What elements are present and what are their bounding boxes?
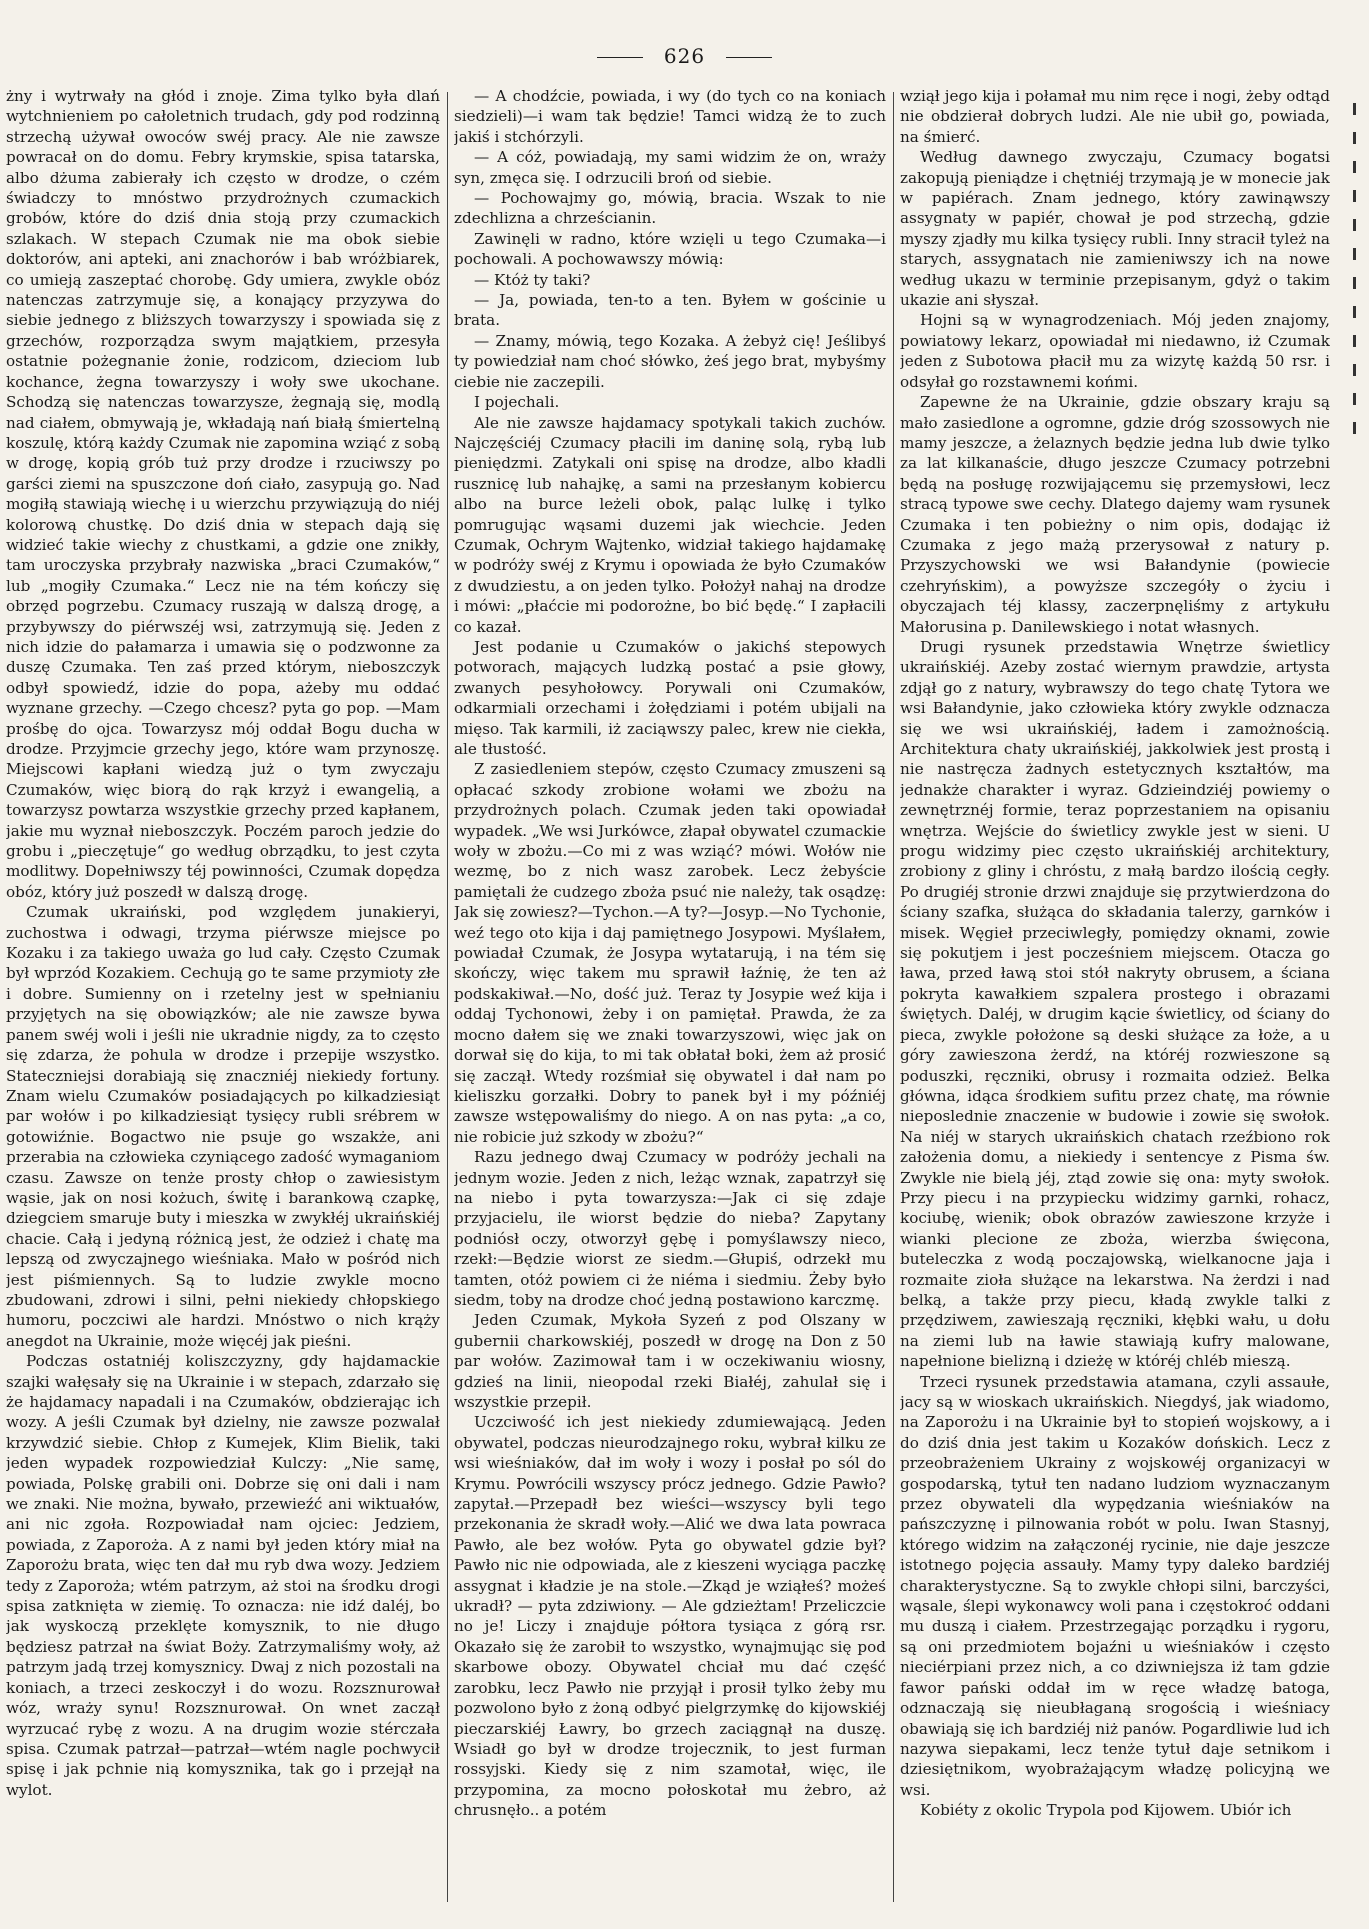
paragraph: Zawinęli w radno, które wzięli u tego Czumaka—i pochowali. A pochowawszy mówią: <box>454 229 886 269</box>
paragraph: — A cóż, powiadają, my sami widzim że on, wraży syn, zmęca się. I odrzucili broń od siebie. <box>454 148 886 187</box>
column-3 <box>900 86 1330 1906</box>
paragraph: Z zasiedleniem stepów, często Czumacy zmuszeni są opłacać szkody zrobione wołami we zbożu na przydrożnych polach. Czumak jeden taki opowiadał wypadek. „We wsi Jurkówce, złapał obywatel czumackie woły w zbożu.—Co mi z was wziąć? mówi. Wołów nie wezmę, bo z nich wasz zarobek. Lecz żebyście pamiętali że cudzego zboża psuć nie należy, tak osądzę: Jak się zowiesz?—Tychon.—A ty?—Josyp.—No Tychonie, weź tego oto kija i daj pamiętnego Josypowi. Myślałem, powiadał Czumak, że Josypa wytatarują, i na tém się skończy, więc takem mu sprawił łaźnię, że ten aż podskakiwał.—No, dość już. Teraz ty Josypie weź kija i oddaj Tychonowi, żeby i on pamiętał. Prawda, że za mocno dałem się we znaki towarzyszowi, więc jak on dorwał się do kija, to mi tak obłatał boki, żem aż prosić się zaczął. Wtedy rozśmiał się obywatel i dał nam po kieliszku gorzałki. Dobry to panek był i my późniéj zawsze wstępowaliśmy do niego. A on nas pyta: „a co, nie robicie już szkody w zbożu?“ <box>454 760 886 1146</box>
paragraph: — Któż ty taki? <box>474 270 591 289</box>
paragraph: — A chodźcie, powiada, i wy (do tych co na koniach siedzieli)—i wam tak będzie! Tamci widzą że to zuch jakiś i stchórzyli. <box>454 87 886 146</box>
paragraph: Według dawnego zwyczaju, Czumacy bogatsi zakopują pieniądze i chętniéj trzymają je w monecie jak w papiérach. Znam jednego, który zawinąwszy assygnaty w papiér, chował je pod strzechą, gdzie myszy zjadły mu kilka tysięcy rubli. Inny stracił tyleż na starych, assygnatach nie zamieniwszy ich na nowe według ukazu w terminie przepisanym, gdyż o takim ukazie ani słyszał. <box>900 148 1330 310</box>
page-edge-marks <box>1347 86 1367 1906</box>
paragraph: Jest podanie u Czumaków o jakichś stepowych potworach, mających ludzką postać a psie głowy, zwanych pesyhołowcy. Porywali oni Czumaków, odkarmiali orzechami i żołędziami i potém ubijali na mięso. Tak karmili, iż zaciąwszy palec, krew nie ciekła, ale tłustość. <box>454 637 886 758</box>
paragraph: wziął jego kija i połamał mu nim ręce i nogi, żeby odtąd nie obdzierał dobrych ludzi. Ale nie ubił go, powiada, na śmierć. <box>900 87 1330 146</box>
column-rule <box>893 92 894 1902</box>
paragraph: żny i wytrwały na głód i znoje. Zima tylko była dlań wytchnieniem po całoletnich trudach, gdy pod rodzinną strzechą używał owoców swéj pracy. Ale nie zawsze powracał on do domu. Febry krymskie, spisa tatarska, albo dżuma zabierały ich często w drodze, o czém świadczy to mnóstwo przydrożnych czumackich grobów, które do dziś dnia stoją przy czumackich szlakach. W stepach Czumak nie ma obok siebie doktorów, ani apteki, ani znachorów i bab wróżbiarek, co umieją zaszeptać chorobę. Gdy umiera, zwykle obóz natenczas zatrzymuje się, a konający przyzywa do siebie jednego z bliższych towarzyszy i spowiada się z grzechów, rozporządza swym majątkiem, przesyła ostatnie pożegnanie żonie, rodzicom, dzieciom lub kochance, żegna towarzyszy i woły swe ukochane. Schodzą się natenczas towarzysze, żegnają się, modlą nad ciałem, obmywają je, wkładają nań białą śmiertelną koszulę, którą każdy Czumak nie zapomina wziąć z sobą w drogę, kopią grób tuż przy drodze i rzuciwszy po garści ziemi na spuszczone doń ciało, zasypują go. Nad mogiłą stawiają wiechę i u wierzchu przywiązują do niéj kolorową chustkę. Do dziś dnia w stepach dają się widzieć takie wiechy z chustkami, a gdzie one znikły, tam uroczyska przybrały nazwiska „braci Czumaków,“ lub „mogiły Czumaka.“ Lecz nie na tém kończy się obrzęd pogrzebu. Czumacy ruszają w dalszą drogę, a przybywszy do piérwszéj wsi, zatrzymują się. Jeden z nich idzie do pałamarza i umawia się o podzwonne za duszę Czumaka. Ten zaś przed którym, nieboszczyk odbył spowiedź, idzie do popa, ażeby mu oddać wyznane grzechy. —Czego chcesz? pyta go pop. —Mam prośbę do ojca. Towarzysz mój oddał Bogu ducha w drodze. Przyjmcie grzechy jego, które wam przynoszę. Miejscowi kapłani wiedzą już o tym zwyczaju Czumaków, więc biorą do rąk krzyż i ewangelią, a towarzysz powtarza wszystkie grzechy przed kapłanem, jakie mu wyznał nieboszczyk. Poczém paroch jedzie do grobu i „pieczętuje“ go według obrządku, to jest czyta modlitwy. Dopełniwszy téj powinności, Czumak dopędza obóz, który już poszedł w dalszą drogę. <box>6 87 440 901</box>
paragraph: Ale nie zawsze hajdamacy spotykali takich zuchów. Najczęściéj Czumacy płacili im daninę solą, rybą lub pieniędzmi. Zatykali oni spisę na drodze, albo kładli rusznicę lub nahajkę, a sami na przesłanym kobiercu albo na burce leżeli obok, paląc lulkę i tylko pomrugując wąsami duzemi jak wiechcie. Jeden Czumak, Ochrym Wajtenko, widział takiego hajdamakę w podróży swéj z Krymu i opowiada że było Czumaków z dwudziestu, a on jeden tylko. Położył nahaj na drodze i mówi: „płaćcie mi podorożne, bo bić będę.“ I zapłacili co kazał. <box>454 413 886 636</box>
column-rule <box>447 92 448 1902</box>
paragraph: Uczciwość ich jest niekiedy zdumiewającą. Jeden obywatel, podczas nieurodzajnego roku, wybrał kilku ze wsi wieśniaków, dał im woły i wozy i posłał po sól do Krymu. Powrócili wszyscy prócz jednego. Gdzie Pawło? zapytał.—Przepadł bez wieści—wszyscy byli tego przekonania że skradł woły.—Alić we dwa lata powraca Pawło, ale bez wołów. Pyta go obywatel gdzie był? Pawło nic nie odpowiada, ale z kieszeni wyciąga paczkę assygnat i kładzie je na stole.—Zkąd je wziąłeś? możeś ukradł? — pyta zdziwiony. — Ale gdzieżtam! Przeliczcie no je! Liczy i znajduje półtora tysiąca z górą rsr. Okazało się że zarobił to wszystko, wynajmując się pod skarbowe obozy. Obywatel chciał mu dać część zarobku, lecz Pawło nie przyjął i prosił tylko żeby mu pozwolono było z żoną odbyć pielgrzymkę do kijowskiéj pieczarskiéj Ławry, bo grzech zaciągnął na duszę. Wsiadł go był w drodze trojecznik, to jest furman rossyjski. Kiedy się z nim szamotał, więc, ile przypomina, za mocno połoskotał mu żebro, aż chrusnęło.. a potém <box>454 1413 886 1820</box>
column-1 <box>6 86 440 1906</box>
paragraph: Podczas ostatniéj koliszczyzny, gdy hajdamackie szajki wałęsały się na Ukrainie i w stepach, zdarzało się że hajdamacy napadali i na Czumaków, obdzierając ich wozy. A jeśli Czumak był dzielny, nie zawsze pozwalał krzywdzić siebie. Chłop z Kumejek, Klim Bielik, taki jeden wypadek rozpowiedział Kulczy: „Nie samę, powiada, Polskę grabili oni. Dobrze się oni dali i nam we znaki. Nie można, bywało, przewieźć ani wiktuałów, ani nic zgoła. Rozpowiadał nam ojciec: Jedziem, powiada, z Zaporoża. A z nami był jeden który miał na Zaporożu brata, więc ten dał mu ryb dwa wozy. Jedziem tedy z Zaporoża; wtém patrzym, aż stoi na środku drogi spisa zatknięta w ziemię. To oznacza: nie idź daléj, bo jak wyskoczą przeklęte komysznik, to nie długo będziesz patrzał na świat Boży. Zatrzymaliśmy woły, aż patrzym jadą trzej komysznicy. Dwaj z nich pozostali na koniach, a trzeci zeskoczył i do wozu. Rozsznurował wóz, wraży synu! Rozsznurował. On wnet zaczął wyrzucać rybę z wozu. A na drugim wozie stérczała spisa. Czumak patrzał—patrzał—wtém nagle pochwycił spisę i jak pchnie nią komysznika, tak go i przejął na wylot. <box>6 1352 440 1799</box>
paragraph: Zapewne że na Ukrainie, gdzie obszary kraju są mało zasiedlone a ogromne, gdzie dróg szossowych nie mamy jeszcze, a żelaznych będzie jedna lub dwie tylko za lat kilkanaście, długo jeszcze Czumacy potrzebni będą na posługę rozwijającemu się przemysłowi, lecz stracą typowe swe cechy. Dlatego dajemy wam rysunek Czumaka i ten pobieżny o nim opis, dodając iż Czumaka z jego mażą przerysował z natury p. Przyszychowski we wsi Bałandynie (powiecie czehryńskim), a powyższe szczegóły o życiu i obyczajach téj klassy, zaczerpnęliśmy z artykułu Małorusina p. Danilewskiego i notat własnych. <box>900 393 1330 636</box>
paragraph: I pojechali. <box>474 393 560 412</box>
paragraph: Jeden Czumak, Mykoła Syzeń z pod Olszany w gubernii charkowskiéj, poszedł w drogę na Don z 50 par wołów. Zazimował tam i w oczekiwaniu wiosny, gdzieś na linii, nieopodal rzeki Białéj, zahulał się i wszystkie przepił. <box>454 1311 886 1411</box>
page-number: 626 <box>663 44 706 68</box>
paragraph: Hojni są w wynagrodzeniach. Mój jeden znajomy, powiatowy lekarz, opowiadał mi niedawno, iż Czumak jeden z Subotowa płacił mu za wizytę każdą 50 rsr. i odsyłał go rozstawnemi końmi. <box>900 311 1330 391</box>
paragraph: — Znamy, mówią, tego Kozaka. A żebyż cię! Jeślibyś ty powiedział nam choć słówko, żeś jego brat, mybyśmy ciebie nie zaczepili. <box>454 331 886 391</box>
page-header <box>0 44 1369 68</box>
paragraph: Trzeci rysunek przedstawia atamana, czyli assaułe, jacy są w wioskach ukraińskich. Niegdyś, jak wiadomo, na Zaporożu i na Ukrainie był to stopień wojskowy, a i do dziś dnia jest takim u Kozaków dońskich. Lecz z przeobrażeniem Ukrainy z wojskowéj organizacyi w gospodarską, tytuł ten nadano ludziom wyznaczanym przez obywateli dla wypędzania wieśniaków na pańszczyznę i pilnowania robót w polu. Iwan Stasnyj, którego widzim na załączonéj rycinie, nie daje jeszcze istotnego pojęcia assauły. Mamy typy daleko bardziéj charakterystyczne. Są to zwykle chłopi silni, barczyści, wąsale, ślepi wykonawcy woli pana i częstokroć oddani mu duszą i ciałem. Przestrzegając porządku i rygoru, są oni przedmiotem bojaźni u wieśniaków i często nieciérpiani przez nich, a co dziwniejsza iż tam gdzie fawor pański oddał im w ręce władzę batoga, odznaczają się nieubłaganą srogością i wieśniacy obawiają się ich bardziéj niż panów. Pogardliwie lud ich nazywa siepakami, lecz tenże tytuł daje setnikom i dziesiętnikom, wyobrażającym władzę policyjną we wsi. <box>900 1372 1330 1799</box>
paragraph: Drugi rysunek przedstawia Wnętrze świetlicy ukraińskiéj. Azeby zostać wiernym prawdzie, artysta zdjął go z natury, wybrawszy do tego chatę Tytora we wsi Bałandynie, jako człowieka który zwykle odznacza się we wsi ukraińskiéj, ładem i zamożnością. Architektura chaty ukraińskiéj, jakkolwiek jest prostą i nie nastręcza żadnych estetycznych kształtów, ma jednakże charakter i wyraz. Gdzieindziéj powiemy o zewnętrznéj formie, teraz poprzestaniem na opisaniu wnętrza. Wejście do świetlicy zwykle jest w sieni. U progu widzimy piec często ukraińskiéj architektury, zrobiony z gliny i chróstu, z małą bardzo ilością cegły. Po drugiéj stronie drzwi znajduje się przytwierdzona do ściany szafka, służąca do składania talerzy, garnków i misek. Węgieł przeciwległy, pomiędzy oknami, zowie się pokutjem i jest pocześniem miejscem. Otacza go ława, przed ławą stoi stół nakryty obrusem, a ściana pokryta kawałkiem szpalera prostego i obrazami świętych. Daléj, w drugim kącie świetlicy, od ściany do pieca, zwykle położone są deski służące za łoże, a u góry zawieszona żerdź, na któréj rozwieszone są poduszki, ręczniki, obrusy i rozmaita odzież. Belka główna, idąca środkiem sufitu przez chatę, ma równie nieposlednie znaczenie w budowie i zowie się swołok. Na niéj w starych ukraińskich chatach rzeźbiono rok założenia domu, a niekiedy i sentencye z Pisma św. Zwykle nie bielą jéj, ztąd zowie się ona: myty swołok. Przy piecu i na przypiecku widzimy garnki, rohacz, kociubę, wienik; obok obrazów zawieszone krzyże i wianki plecione ze zboża, wierzba święcona, buteleczka z wodą poczajowską, wielkanocne jaja i rozmaite zioła służące na lekarstwa. Na żerdzi i nad belką, a także przy piecu, kładą zwykle talki z przędziwem, zawieszają ręczniki, kłębki wału, u dołu na ziemi lub na ławie stawiają kufry malowane, napełnione bielizną i dzieżę w któréj chléb mieszą. <box>900 637 1330 1371</box>
paragraph: — Ja, powiada, ten-to a ten. Byłem w gościnie u brata. <box>454 291 886 330</box>
header-dash-left <box>597 57 643 58</box>
header-dash-right <box>726 57 772 58</box>
paragraph: Razu jednego dwaj Czumacy w podróży jechali na jednym wozie. Jeden z nich, leżąc wznak, zapatrzył się na niebo i pyta towarzysza:—Jak ci się zdaje przyjacielu, ile wiorst będzie do nieba? Zapytany podniósł oczy, otworzył gębę i pomyślawszy nieco, rzekł:—Będzie wiorst ze siedm.—Głupiś, odrzekł mu tamten, otóż powiem ci że niéma i siedmiu. Żeby było siedm, toby na drodze choć jedną postawiono karczmę. <box>454 1148 886 1309</box>
column-2 <box>454 86 886 1906</box>
paragraph: Kobiéty z okolic Trypola pod Kijowem. Ubiór ich <box>920 1801 1292 1820</box>
paragraph: — Pochowajmy go, mówią, bracia. Wszak to nie zdechlizna a chrześcianin. <box>454 189 886 228</box>
paragraph: Czumak ukraiński, pod względem junakieryi, zuchostwa i odwagi, trzyma piérwsze miejsce po Kozaku i za takiego uważa go lud cały. Często Czumak był wprzód Kozakiem. Cechują go te same przymioty złe i dobre. Sumienny on i rzetelny jest w spełnianiu przyjętych na się obowiązków; ale nie zawsze bywa panem swéj woli i jeśli nie ukradnie nigdy, za to często się zdarza, że pohula w drodze i przepije wszystko. Stateczniejsi dorabiają się znaczniéj niekiedy fortuny. Znam wielu Czumaków posiadających po kilkadziesiąt par wołów i po kilkadziesiąt tysięcy rubli srébrem w gotowiźnie. Bogactwo nie psuje go wszakże, ani przerabia na człowieka czyniącego zadość wymaganiom czasu. Zawsze on tenże prosty chłop o zawiesistym wąsie, jak on nosi kożuch, świtę i barankową czapkę, dziegciem smaruje buty i mieszka w zwykłéj ukraińskiéj chacie. Całą i jedyną różnicą jest, że odzież i chatę ma lepszą od zwyczajnego wieśniaka. Mało w pośród nich jest piśmiennych. Są to ludzie zwykle mocno zbudowani, zdrowi i silni, pełni niekiedy chłopskiego humoru, poczciwi ale hardzi. Mnóstwo o nich krąży anegdot na Ukrainie, może więcéj jak pieśni. <box>6 903 440 1350</box>
